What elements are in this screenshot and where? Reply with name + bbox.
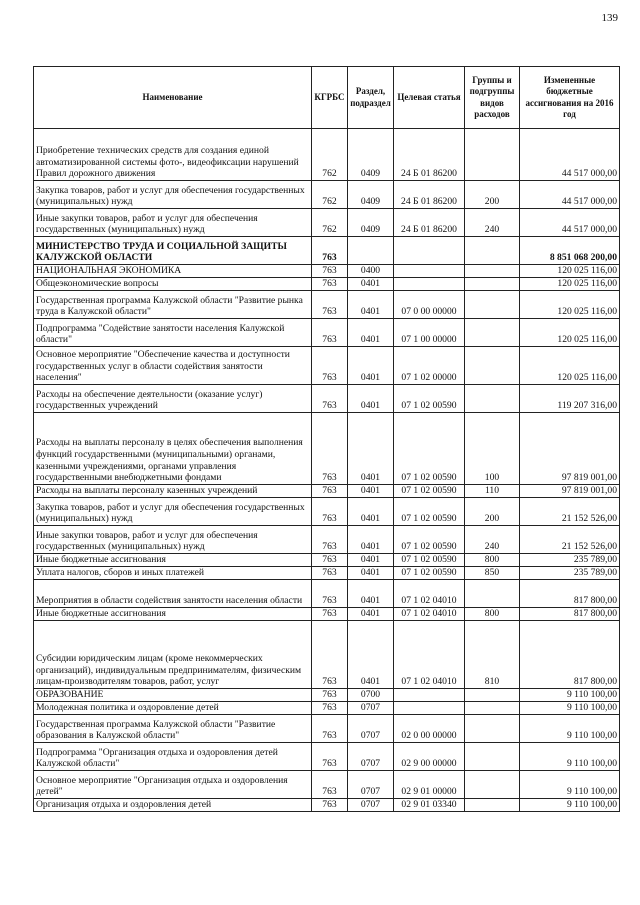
row-amount: 44 517 000,00: [520, 209, 620, 237]
row-kgrbs: 763: [312, 702, 348, 715]
row-kgrbs: 763: [312, 715, 348, 743]
row-section: 0401: [348, 567, 394, 580]
row-section: 0401: [348, 526, 394, 554]
row-target: 07 1 00 00000: [394, 319, 465, 347]
row-kgrbs: 763: [312, 498, 348, 526]
row-amount: 97 819 001,00: [520, 413, 620, 485]
row-amount: 235 789,00: [520, 554, 620, 567]
row-section: 0409: [348, 129, 394, 181]
row-target: 24 Б 01 86200: [394, 129, 465, 181]
row-section: 0401: [348, 319, 394, 347]
row-amount: 9 110 100,00: [520, 715, 620, 743]
row-amount: 120 025 116,00: [520, 319, 620, 347]
row-target: 02 9 00 00000: [394, 743, 465, 771]
row-kgrbs: 763: [312, 265, 348, 278]
budget-table: [33, 66, 620, 812]
row-target: 07 1 02 04010: [394, 580, 465, 608]
row-section: 0401: [348, 608, 394, 621]
row-target: 02 9 01 03340: [394, 799, 465, 812]
row-name: Иные бюджетные ассигнования: [34, 554, 312, 567]
row-group: 850: [465, 567, 520, 580]
row-group: 200: [465, 498, 520, 526]
row-amount: 44 517 000,00: [520, 129, 620, 181]
row-section: 0401: [348, 580, 394, 608]
table-row: [34, 498, 620, 526]
row-section: 0707: [348, 771, 394, 799]
row-amount: 21 152 526,00: [520, 498, 620, 526]
row-amount: 120 025 116,00: [520, 278, 620, 291]
row-section: 0707: [348, 715, 394, 743]
row-name: ОБРАЗОВАНИЕ: [34, 689, 312, 702]
table-row: [34, 743, 620, 771]
row-name: Подпрограмма "Содействие занятости населения Калужской области": [34, 319, 312, 347]
row-group: 240: [465, 209, 520, 237]
row-name: Субсидии юридическим лицам (кроме некоммерческих организаций), индивидуальным предпринимателям, физическим лицам-производителям товаров, работ, услуг: [34, 621, 312, 689]
row-target: 02 0 00 00000: [394, 715, 465, 743]
row-amount: 97 819 001,00: [520, 485, 620, 498]
header-amount: Измененные бюджетные ассигнования на 2016 год: [520, 67, 620, 129]
row-target: 07 1 02 00590: [394, 413, 465, 485]
row-group: 800: [465, 608, 520, 621]
page-number: 139: [601, 12, 618, 24]
table-row: [34, 799, 620, 812]
row-group: [465, 715, 520, 743]
row-name: Расходы на выплаты персоналу казенных учреждений: [34, 485, 312, 498]
row-name: Организация отдыха и оздоровления детей: [34, 799, 312, 812]
row-name: Расходы на обеспечение деятельности (оказание услуг) государственных учреждений: [34, 385, 312, 413]
row-amount: 817 800,00: [520, 580, 620, 608]
row-target: 24 Б 01 86200: [394, 181, 465, 209]
row-section: 0401: [348, 621, 394, 689]
row-amount: 235 789,00: [520, 567, 620, 580]
row-section: 0401: [348, 385, 394, 413]
table-header-row: [34, 67, 620, 129]
row-name: Основное мероприятие "Организация отдыха и оздоровления детей": [34, 771, 312, 799]
row-group: [465, 799, 520, 812]
row-section: 0409: [348, 209, 394, 237]
row-target: 07 1 02 00000: [394, 347, 465, 385]
row-group: 110: [465, 485, 520, 498]
row-group: [465, 743, 520, 771]
row-target: 02 9 01 00000: [394, 771, 465, 799]
row-group: [465, 385, 520, 413]
row-group: 100: [465, 413, 520, 485]
table-row: [34, 621, 620, 689]
table-row: [34, 237, 620, 265]
row-name: НАЦИОНАЛЬНАЯ ЭКОНОМИКА: [34, 265, 312, 278]
row-amount: 120 025 116,00: [520, 347, 620, 385]
row-kgrbs: 763: [312, 319, 348, 347]
row-group: [465, 702, 520, 715]
row-amount: 8 851 068 200,00: [520, 237, 620, 265]
row-amount: 9 110 100,00: [520, 743, 620, 771]
row-section: 0401: [348, 413, 394, 485]
row-section: 0700: [348, 689, 394, 702]
row-target: 07 1 02 00590: [394, 567, 465, 580]
row-section: 0401: [348, 278, 394, 291]
row-group: 200: [465, 181, 520, 209]
row-name: Государственная программа Калужской области "Развитие образования в Калужской области": [34, 715, 312, 743]
row-target: [394, 689, 465, 702]
row-name: Молодежная политика и оздоровление детей: [34, 702, 312, 715]
row-amount: 9 110 100,00: [520, 689, 620, 702]
row-kgrbs: 763: [312, 413, 348, 485]
row-amount: 44 517 000,00: [520, 181, 620, 209]
row-target: 07 1 02 04010: [394, 621, 465, 689]
table-row: [34, 689, 620, 702]
header-section: Раздел, подраздел: [348, 67, 394, 129]
table-row: [34, 347, 620, 385]
row-kgrbs: 763: [312, 799, 348, 812]
row-section: [348, 237, 394, 265]
table-body: [34, 129, 620, 812]
row-section: 0707: [348, 702, 394, 715]
row-section: 0707: [348, 799, 394, 812]
row-kgrbs: 763: [312, 237, 348, 265]
row-kgrbs: 763: [312, 608, 348, 621]
header-name: Наименование: [34, 67, 312, 129]
table-row: [34, 291, 620, 319]
row-name: Уплата налогов, сборов и иных платежей: [34, 567, 312, 580]
row-target: 07 1 02 00590: [394, 385, 465, 413]
row-group: [465, 291, 520, 319]
row-section: 0401: [348, 498, 394, 526]
row-target: 07 1 02 00590: [394, 554, 465, 567]
row-amount: 9 110 100,00: [520, 702, 620, 715]
row-group: [465, 237, 520, 265]
table-row: [34, 413, 620, 485]
row-amount: 119 207 316,00: [520, 385, 620, 413]
row-target: [394, 278, 465, 291]
table-row: [34, 567, 620, 580]
row-section: 0401: [348, 554, 394, 567]
row-target: [394, 265, 465, 278]
table-row: [34, 129, 620, 181]
row-section: 0707: [348, 743, 394, 771]
table-row: [34, 209, 620, 237]
row-target: 07 0 00 00000: [394, 291, 465, 319]
header-kgrbs: КГРБС: [312, 67, 348, 129]
row-amount: 817 800,00: [520, 621, 620, 689]
row-amount: 21 152 526,00: [520, 526, 620, 554]
row-kgrbs: 763: [312, 526, 348, 554]
row-target: [394, 237, 465, 265]
row-kgrbs: 763: [312, 291, 348, 319]
row-target: 07 1 02 00590: [394, 526, 465, 554]
row-kgrbs: 763: [312, 347, 348, 385]
row-amount: 9 110 100,00: [520, 771, 620, 799]
row-name: Основное мероприятие "Обеспечение качества и доступности государственных услуг в области содействия занятости населения": [34, 347, 312, 385]
row-kgrbs: 762: [312, 181, 348, 209]
row-kgrbs: 763: [312, 385, 348, 413]
table-row: [34, 526, 620, 554]
row-kgrbs: 763: [312, 580, 348, 608]
row-target: 07 1 02 04010: [394, 608, 465, 621]
row-name: МИНИСТЕРСТВО ТРУДА И СОЦИАЛЬНОЙ ЗАЩИТЫ КАЛУЖСКОЙ ОБЛАСТИ: [34, 237, 312, 265]
row-kgrbs: 763: [312, 278, 348, 291]
row-name: Подпрограмма "Организация отдыха и оздоровления детей Калужской области": [34, 743, 312, 771]
row-group: 810: [465, 621, 520, 689]
table-row: [34, 715, 620, 743]
row-name: Иные закупки товаров, работ и услуг для обеспечения государственных (муниципальных) нужд: [34, 526, 312, 554]
row-section: 0401: [348, 485, 394, 498]
row-group: [465, 580, 520, 608]
row-name: Иные бюджетные ассигнования: [34, 608, 312, 621]
row-name: Мероприятия в области содействия занятости населения области: [34, 580, 312, 608]
row-amount: 120 025 116,00: [520, 265, 620, 278]
table-row: [34, 278, 620, 291]
row-target: 07 1 02 00590: [394, 498, 465, 526]
row-kgrbs: 763: [312, 743, 348, 771]
row-kgrbs: 763: [312, 567, 348, 580]
header-target: Целевая статья: [394, 67, 465, 129]
table-row: [34, 181, 620, 209]
table-row: [34, 771, 620, 799]
row-kgrbs: 763: [312, 621, 348, 689]
row-target: [394, 702, 465, 715]
row-group: [465, 319, 520, 347]
row-section: 0409: [348, 181, 394, 209]
row-amount: 120 025 116,00: [520, 291, 620, 319]
row-section: 0401: [348, 347, 394, 385]
row-section: 0401: [348, 291, 394, 319]
row-kgrbs: 763: [312, 689, 348, 702]
row-kgrbs: 763: [312, 771, 348, 799]
row-section: 0400: [348, 265, 394, 278]
row-name: Иные закупки товаров, работ и услуг для обеспечения государственных (муниципальных) нужд: [34, 209, 312, 237]
row-amount: 9 110 100,00: [520, 799, 620, 812]
row-name: Закупка товаров, работ и услуг для обеспечения государственных (муниципальных) нужд: [34, 498, 312, 526]
row-group: [465, 265, 520, 278]
row-group: [465, 129, 520, 181]
row-group: [465, 689, 520, 702]
row-name: Приобретение технических средств для создания единой автоматизированной системы фото-, видеофиксации нарушений Правил дорожного движения: [34, 129, 312, 181]
row-group: 240: [465, 526, 520, 554]
row-group: 800: [465, 554, 520, 567]
table-row: [34, 265, 620, 278]
table-row: [34, 702, 620, 715]
table-row: [34, 608, 620, 621]
row-kgrbs: 763: [312, 485, 348, 498]
header-groups: Группы и подгруппы видов расходов: [465, 67, 520, 129]
row-kgrbs: 763: [312, 554, 348, 567]
row-amount: 817 800,00: [520, 608, 620, 621]
row-target: 24 Б 01 86200: [394, 209, 465, 237]
row-name: Закупка товаров, работ и услуг для обеспечения государственных (муниципальных) нужд: [34, 181, 312, 209]
table-row: [34, 485, 620, 498]
row-target: 07 1 02 00590: [394, 485, 465, 498]
table-row: [34, 554, 620, 567]
row-name: Общеэкономические вопросы: [34, 278, 312, 291]
table-row: [34, 385, 620, 413]
row-name: Государственная программа Калужской области "Развитие рынка труда в Калужской области": [34, 291, 312, 319]
row-name: Расходы на выплаты персоналу в целях обеспечения выполнения функций государственными (муниципальными) органами, казенными учреждениями, органами управления государственными внебюджетными фондами: [34, 413, 312, 485]
row-group: [465, 347, 520, 385]
row-kgrbs: 762: [312, 209, 348, 237]
row-kgrbs: 762: [312, 129, 348, 181]
table-row: [34, 319, 620, 347]
table-row: [34, 580, 620, 608]
row-group: [465, 771, 520, 799]
row-group: [465, 278, 520, 291]
